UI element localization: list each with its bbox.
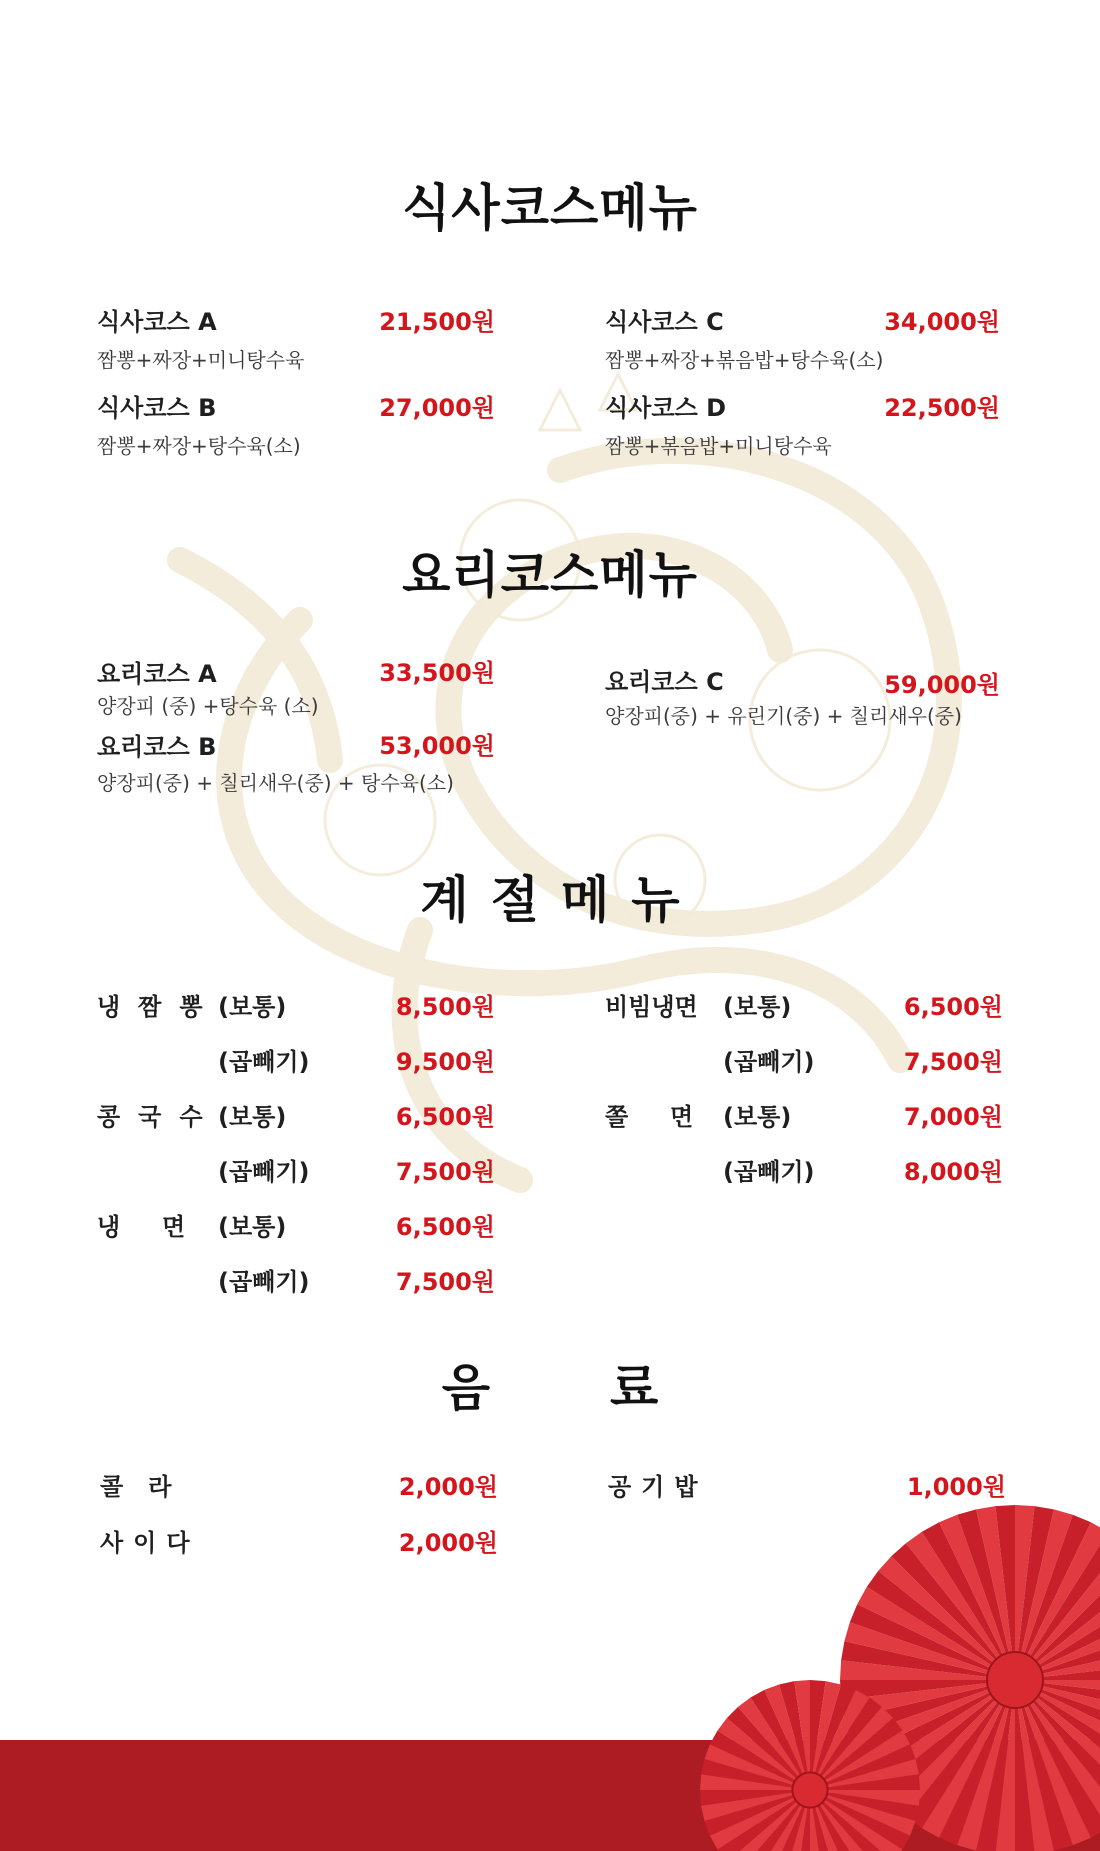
drink-item-name: 사이다 [100, 1529, 200, 1557]
menu-item-desc: 짬뽕+짜장+볶음밥+탕수육(소) [605, 348, 884, 372]
menu-item-price: 22,500원 [884, 394, 1000, 422]
paper-fans-decoration [690, 1480, 1100, 1851]
regular-size-label: (보통) [218, 993, 287, 1021]
drink-item-name: 공기밥 [608, 1473, 708, 1501]
regular-price: 6,500원 [395, 1103, 495, 1131]
seasonal-item-name: 쫄 면 [605, 1103, 694, 1131]
menu-item-price: 27,000원 [379, 394, 495, 422]
menu-item-desc: 짬뽕+볶음밥+미니탕수육 [605, 434, 832, 458]
regular-price: 6,500원 [903, 993, 1003, 1021]
fan-center [987, 1652, 1043, 1708]
regular-price: 7,000원 [903, 1103, 1003, 1131]
regular-size-label: (보통) [723, 993, 792, 1021]
drink-item-name: 콜 라 [100, 1473, 172, 1501]
large-size-label: (곱빼기) [723, 1158, 815, 1186]
menu-item-desc: 양장피 (중) +탕수육 (소) [97, 694, 319, 718]
menu-item-name: 요리코스 C [605, 668, 724, 696]
menu-item-price: 59,000원 [884, 671, 1000, 699]
menu-item-price: 34,000원 [884, 308, 1000, 336]
seasonal-title: 계절메뉴 [420, 871, 702, 929]
meal-course-title: 식사코스메뉴 [402, 179, 698, 237]
menu-item-desc: 짬뽕+짜장+탕수육(소) [97, 434, 301, 458]
menu-item-price: 21,500원 [379, 308, 495, 336]
large-price: 9,500원 [395, 1048, 495, 1076]
large-price: 7,500원 [395, 1268, 495, 1296]
drink-item-price: 2,000원 [398, 1529, 498, 1557]
seasonal-item-name: 냉 면 [97, 1213, 186, 1241]
menu-item-name: 요리코스 B [97, 733, 217, 761]
menu-item-name: 식사코스 B [97, 394, 217, 422]
menu-item-desc: 짬뽕+짜장+미니탕수육 [97, 348, 305, 372]
large-price: 7,500원 [903, 1048, 1003, 1076]
large-price: 8,000원 [903, 1158, 1003, 1186]
menu-item-name: 식사코스 C [605, 308, 724, 336]
regular-size-label: (보통) [218, 1213, 287, 1241]
regular-price: 6,500원 [395, 1213, 495, 1241]
large-size-label: (곱빼기) [218, 1268, 310, 1296]
large-size-label: (곱빼기) [218, 1158, 310, 1186]
seasonal-item-name: 냉짬뽕 [97, 993, 221, 1021]
large-size-label: (곱빼기) [218, 1048, 310, 1076]
menu-item-name: 식사코스 D [605, 394, 727, 422]
large-price: 7,500원 [395, 1158, 495, 1186]
menu-item-price: 33,500원 [379, 659, 495, 687]
regular-size-label: (보통) [218, 1103, 287, 1131]
seasonal-item-name: 콩국수 [97, 1103, 221, 1131]
drinks-title: 음료 [441, 1359, 779, 1417]
menu-item-name: 식사코스 A [97, 308, 217, 336]
menu-item-price: 53,000원 [379, 732, 495, 760]
regular-size-label: (보통) [723, 1103, 792, 1131]
menu-item-name: 요리코스 A [97, 660, 217, 688]
seasonal-item-name: 비빔냉면 [605, 993, 698, 1021]
menu-item-desc: 양장피(중) + 칠리새우(중) + 탕수육(소) [97, 771, 454, 795]
menu-item-desc: 양장피(중) + 유린기(중) + 칠리새우(중) [605, 704, 962, 728]
large-size-label: (곱빼기) [723, 1048, 815, 1076]
dish-course-title: 요리코스메뉴 [402, 546, 698, 604]
drink-item-price: 2,000원 [398, 1473, 498, 1501]
drink-item-price: 1,000원 [906, 1473, 1006, 1501]
fan-center [792, 1772, 827, 1807]
regular-price: 8,500원 [395, 993, 495, 1021]
